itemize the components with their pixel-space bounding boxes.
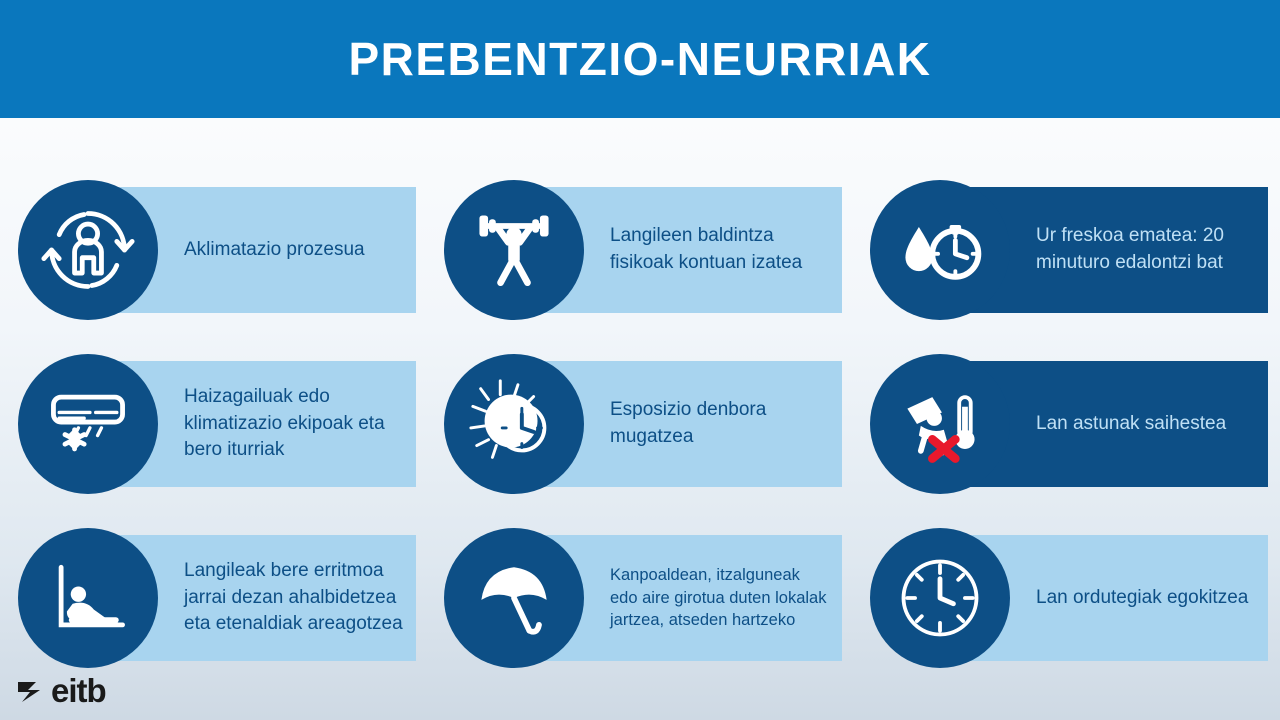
eitb-logo xyxy=(14,672,106,710)
measure-icon-circle xyxy=(870,180,1010,320)
measure-card-avoid-heavy-work[interactable] xyxy=(852,334,1278,508)
measure-icon-circle xyxy=(18,354,158,494)
weightlifter-icon xyxy=(466,202,562,298)
heavy-work-forbidden-icon xyxy=(892,376,988,472)
clock-icon xyxy=(892,550,988,646)
measure-label: Kanpoaldean, itzalguneak edo aire girotua duten lokalak jartzea, atseden hartzeko xyxy=(610,566,827,630)
measure-label: Aklimatazio prozesua xyxy=(184,238,365,260)
measure-icon-circle xyxy=(444,354,584,494)
measure-icon-circle xyxy=(18,528,158,668)
measure-label: Esposizio denbora mugatzea xyxy=(610,399,767,447)
eitb-mark-icon xyxy=(14,676,48,706)
measure-card-shaded-areas[interactable] xyxy=(426,508,852,682)
slide-header xyxy=(0,0,1280,118)
measure-card-physical-conditions[interactable] xyxy=(426,160,852,334)
measure-card-own-rhythm[interactable] xyxy=(0,508,426,682)
water-drop-clock-icon xyxy=(892,202,988,298)
person-arrows-icon xyxy=(40,202,136,298)
measure-label: Lan astunak saihestea xyxy=(1036,412,1227,434)
measure-card-adjust-hours[interactable] xyxy=(852,508,1278,682)
page-title: PREBENTZIO-NEURRIAK xyxy=(348,33,932,85)
measure-label: Langileak bere erritmoa jarrai dezan ahalbidetzea eta etenaldiak areagotzea xyxy=(184,559,403,635)
air-conditioner-icon xyxy=(40,376,136,472)
measure-icon-circle xyxy=(444,180,584,320)
measures-grid xyxy=(0,160,1280,682)
sun-clock-icon xyxy=(465,375,563,473)
measure-label: Haizagailuak edo klimatizazio ekipoak eta bero iturriak xyxy=(184,385,385,461)
umbrella-icon xyxy=(466,550,562,646)
measure-icon-circle xyxy=(444,528,584,668)
measure-card-fresh-water[interactable] xyxy=(852,160,1278,334)
measure-icon-circle xyxy=(18,180,158,320)
measure-label: Lan ordutegiak egokitzea xyxy=(1036,586,1249,608)
measure-label: Ur freskoa ematea: 20 minuturo edalontzi bat xyxy=(1036,225,1224,273)
measure-icon-circle xyxy=(870,528,1010,668)
measure-icon-circle xyxy=(870,354,1010,494)
measure-card-limit-exposure[interactable] xyxy=(426,334,852,508)
eitb-logo-text: eitb xyxy=(51,672,106,709)
measure-card-fans-ac[interactable] xyxy=(0,334,426,508)
measure-card-acclimatization[interactable] xyxy=(0,160,426,334)
measure-label: Langileen baldintza fisikoak kontuan izatea xyxy=(610,225,803,273)
resting-person-icon xyxy=(40,550,136,646)
